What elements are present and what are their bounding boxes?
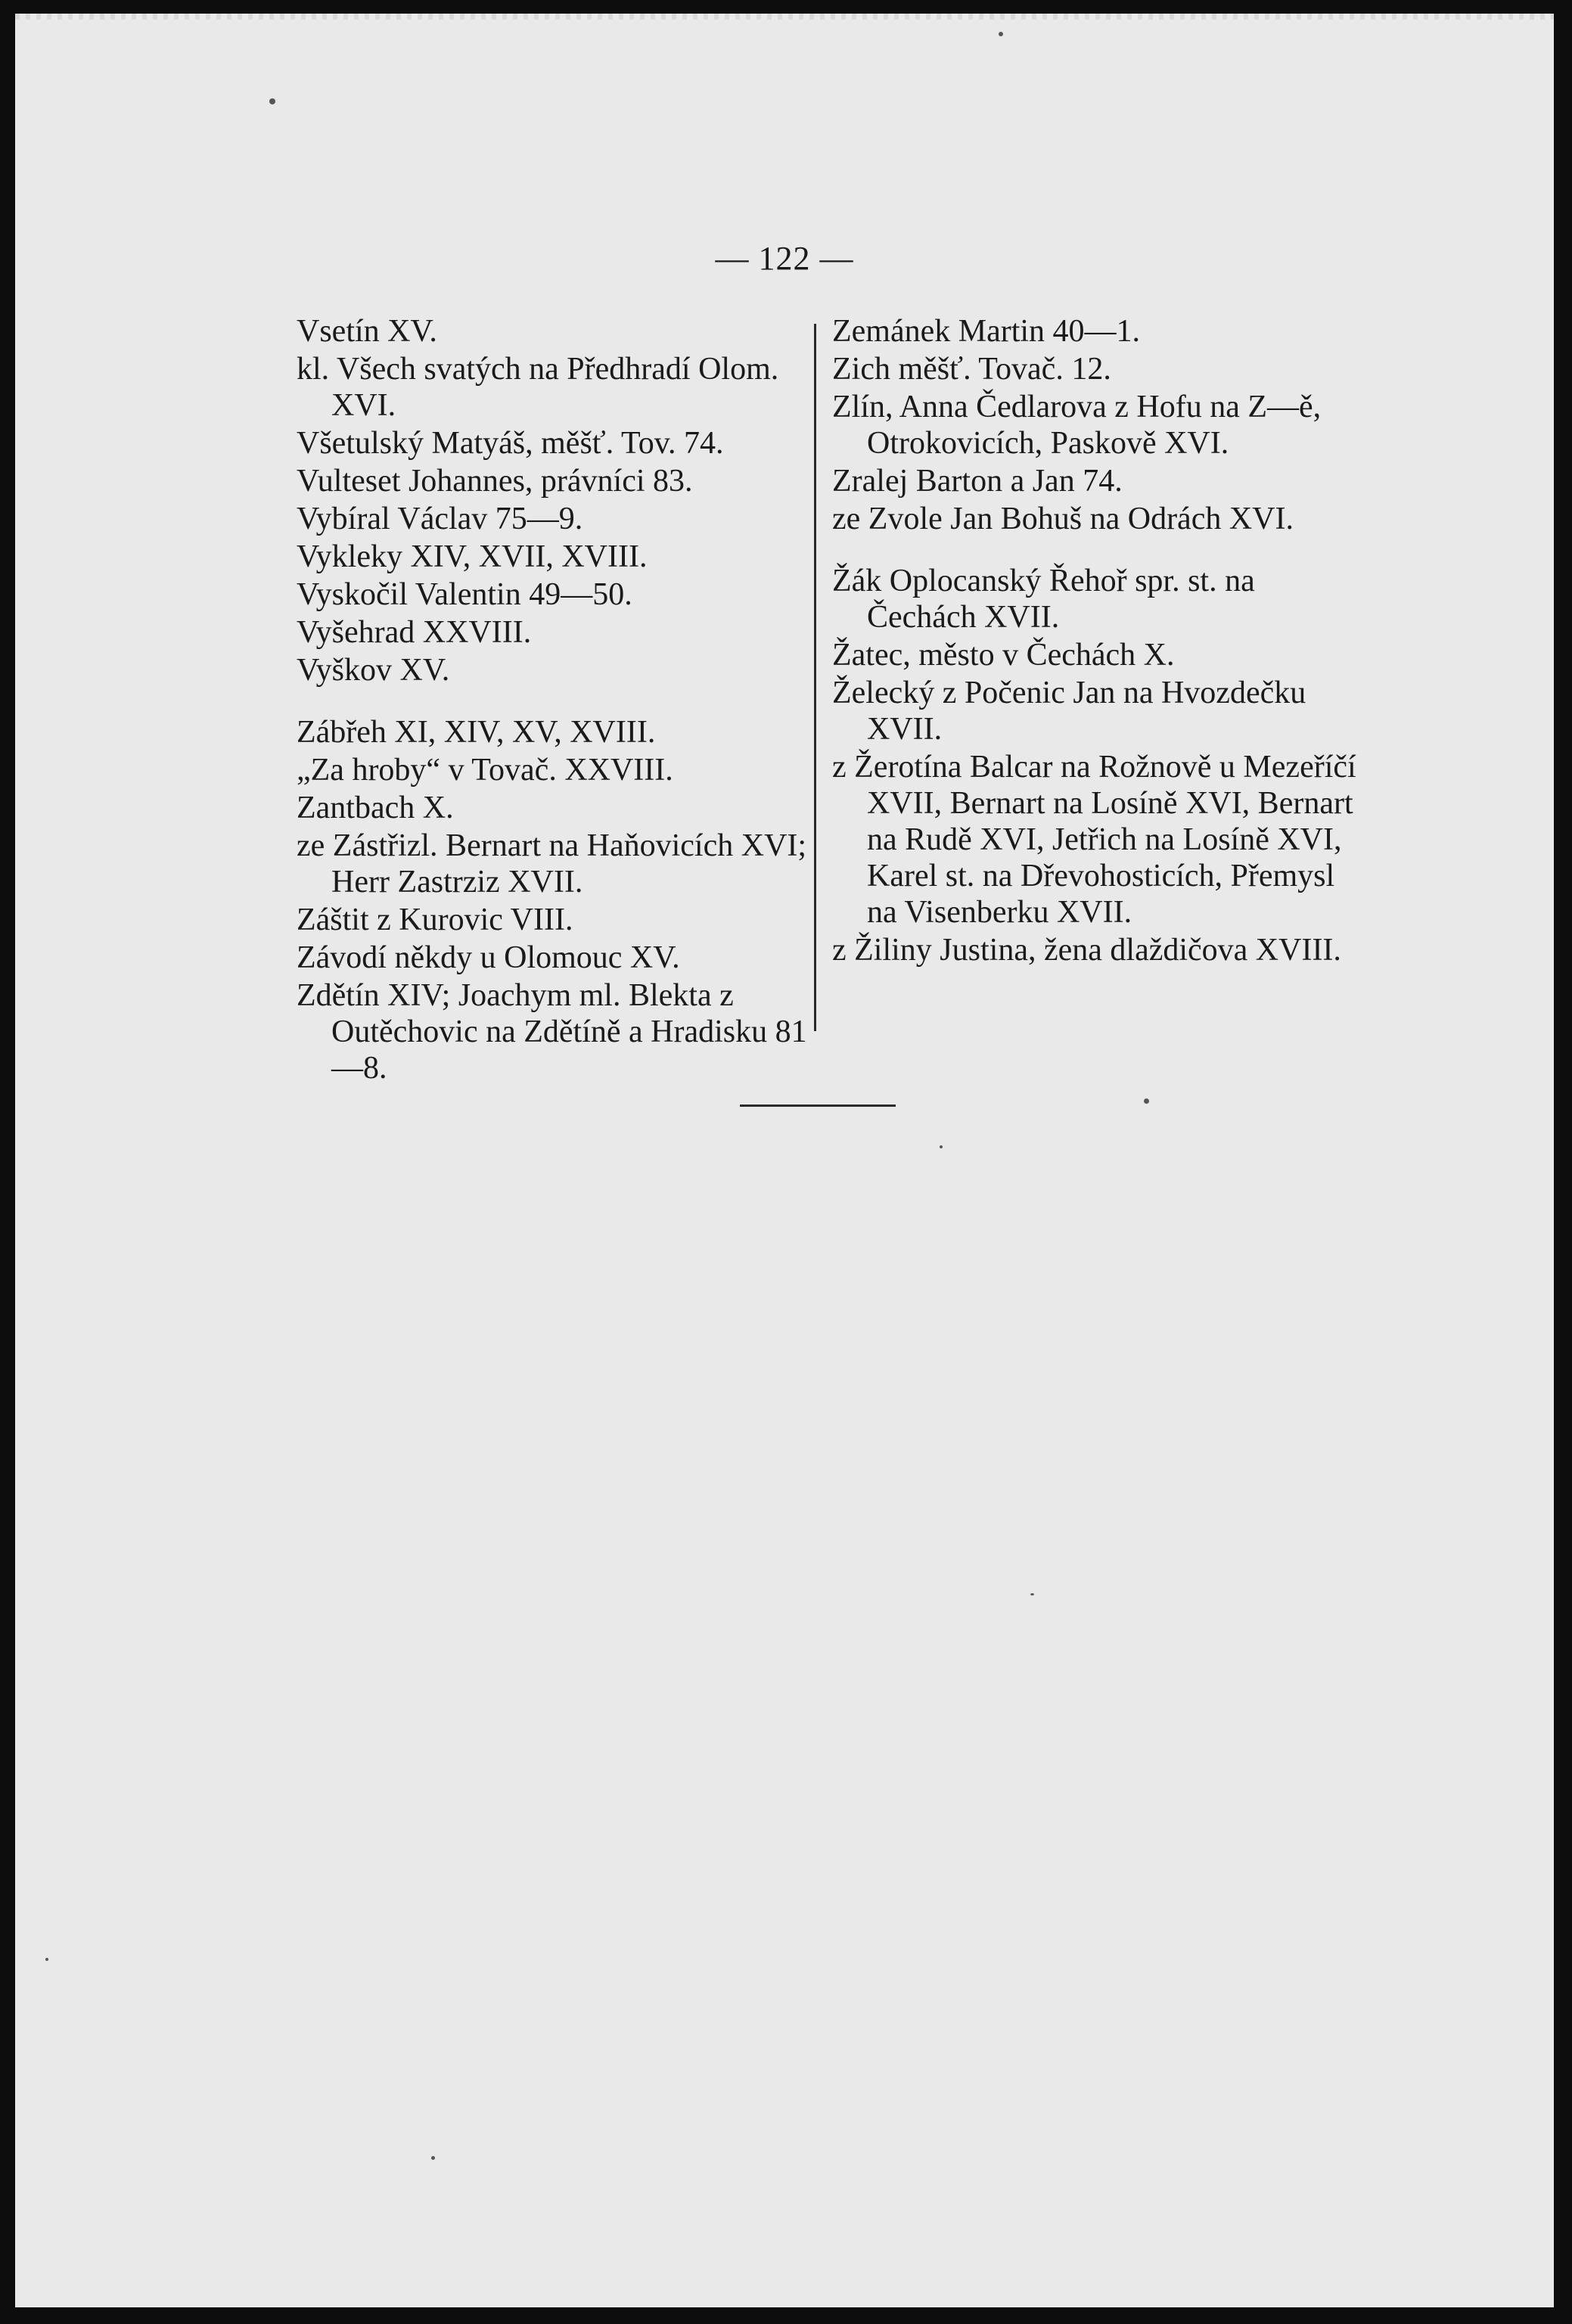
index-entry: Zich měšť. Tovač. 12.: [832, 352, 1111, 387]
index-entry: ze Zvole Jan Bohuš na Odrách XVI.: [832, 502, 1294, 536]
index-entry: Zemánek Martin 40—1.: [832, 314, 1141, 349]
page-number: — 122 —: [715, 240, 854, 277]
index-entry: Žatec, město v Čechách X.: [832, 638, 1175, 673]
index-entry: Zdětín XIV; Joachym ml. Blekta z Outěchovic na Zdětíně a Hradisku 81—8.: [297, 978, 807, 1086]
index-column-left: [297, 313, 819, 1088]
scan-speck: [940, 1145, 943, 1148]
scan-speck: [431, 2156, 435, 2160]
index-entry: Zantbach X.: [297, 791, 454, 825]
document-page: [15, 14, 1554, 2307]
scan-speck: [45, 1958, 48, 1961]
column-divider: [814, 324, 816, 1031]
index-entry: „Za hroby“ v Tovač. XXVIII.: [297, 753, 673, 788]
index-entry: kl. Všech svatých na Předhradí Olom. XVI.: [297, 352, 779, 423]
index-entry: Vybíral Václav 75—9.: [297, 502, 583, 536]
index-entry: Zábřeh XI, XIV, XV, XVIII.: [297, 715, 656, 750]
scan-edge-noise: [15, 14, 1554, 20]
index-entry: Želecký z Počenic Jan na Hvozdečku XVII.: [832, 676, 1306, 747]
index-entry: Vyskočil Valentin 49—50.: [297, 577, 632, 612]
index-entry: Zlín, Anna Čedlarova z Hofu na Z—ě, Otrokovicích, Paskově XVI.: [832, 390, 1322, 461]
index-entry: Závodí někdy u Olomouc XV.: [297, 940, 680, 975]
index-entry: Vyšehrad XXVIII.: [297, 615, 532, 650]
index-entry: Vsetín XV.: [297, 314, 437, 349]
index-entry: Vyškov XV.: [297, 653, 450, 688]
end-rule: [740, 1105, 896, 1107]
scan-speck: [1030, 1593, 1034, 1595]
scan-speck: [1144, 1098, 1149, 1104]
index-entry: z Žiliny Justina, žena dlaždičova XVIII.: [832, 933, 1341, 968]
index-entry: Žák Oplocanský Řehoř spr. st. na Čechách XVII.: [832, 564, 1255, 635]
index-column-right: [832, 313, 1362, 970]
index-entry: Všetulský Matyáš, měšť. Tov. 74.: [297, 426, 724, 461]
index-entry: Zralej Barton a Jan 74.: [832, 464, 1123, 499]
index-entry: z Žerotína Balcar na Rožnově u Mezeříčí XVII, Bernart na Losíně XVI, Bernart na Rudě XVI, Jetřich na Losíně XVI, Karel st. na Dřevohosticích, Přemysl na Visenberku XVII.: [832, 750, 1356, 930]
index-entry: ze Zástřizl. Bernart na Haňovicích XVI; Herr Zastrziz XVII.: [297, 828, 807, 899]
scan-speck: [269, 98, 275, 104]
index-entry: Vulteset Johannes, právníci 83.: [297, 464, 693, 499]
scan-speck: [999, 32, 1003, 36]
index-entry: Záštit z Kurovic VIII.: [297, 903, 573, 937]
index-entry: Vykleky XIV, XVII, XVIII.: [297, 539, 648, 574]
